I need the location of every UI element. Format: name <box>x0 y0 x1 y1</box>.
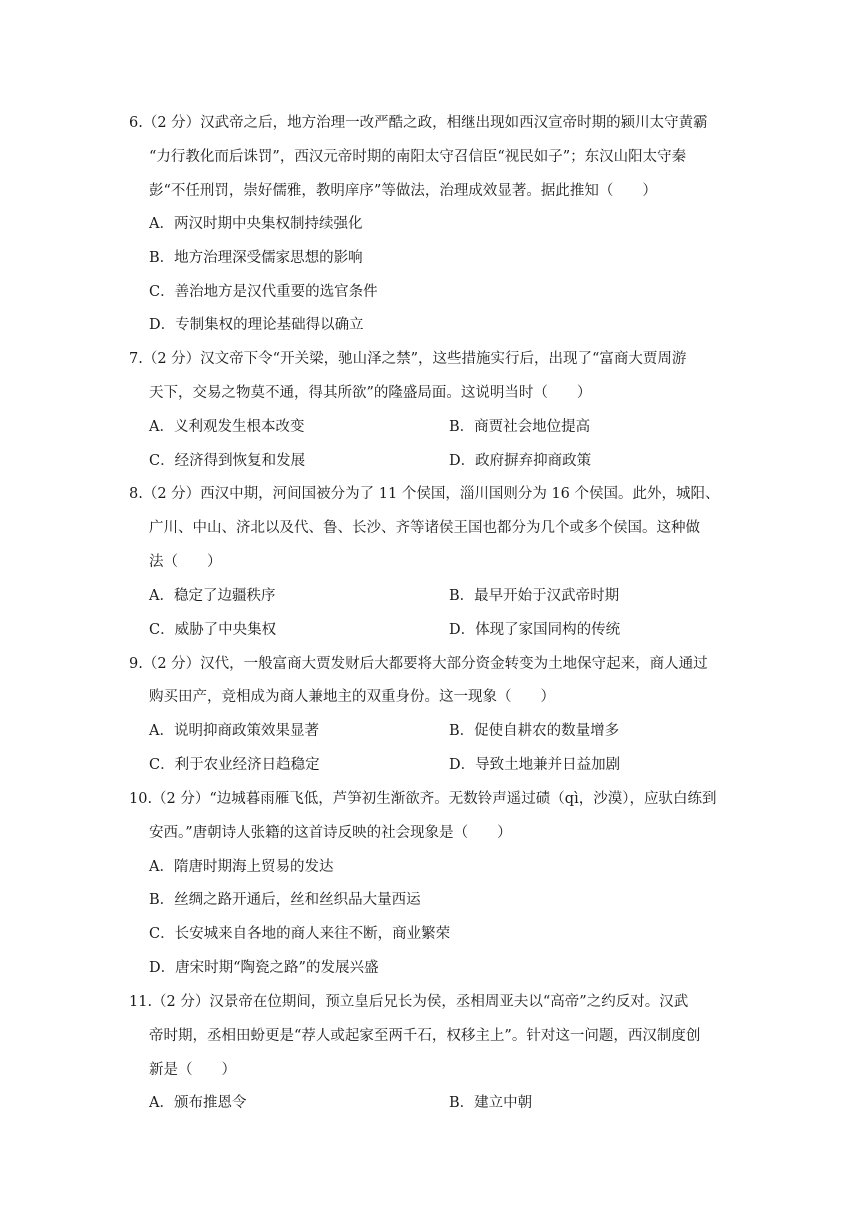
question-stem-line: 天下，交易之物莫不通，得其所欲”的隆盛局面。这说明当时（ ） <box>149 385 592 401</box>
question-stem-line: 彭“不任刑罚，崇好儒雅，教明庠序”等做法，治理成效显著。据此推知（ ） <box>149 183 657 199</box>
option-a[interactable]: A．义利观发生根本改变 <box>149 419 305 435</box>
option-c[interactable]: C．善治地方是汉代重要的选官条件 <box>149 284 378 300</box>
question-stem-line: 新是（ ） <box>149 1062 236 1078</box>
option-c[interactable]: C．经济得到恢复和发展 <box>149 453 306 469</box>
option-d[interactable]: D．唐宋时期“陶瓷之路”的发展兴盛 <box>149 960 379 976</box>
option-d[interactable]: D．政府摒弃抑商政策 <box>449 453 592 469</box>
question-stem-line: 6.（2 分）汉武帝之后，地方治理一改严酷之政，相继出现如西汉宣帝时期的颍川太守黄霸 <box>129 115 708 131</box>
option-c[interactable]: C．长安城来自各地的商人来往不断，商业繁荣 <box>149 926 451 942</box>
option-b[interactable]: B．商贾社会地位提高 <box>449 419 591 435</box>
option-a[interactable]: A．两汉时期中央集权制持续强化 <box>149 216 363 232</box>
question-stem-line: 法（ ） <box>149 554 222 570</box>
question-stem-line: 广川、中山、济北以及代、鲁、长沙、齐等诸侯王国也都分为几个或多个侯国。这种做 <box>149 520 700 536</box>
question-stem-line: 8.（2 分）西汉中期，河间国被分为了 11 个侯国，淄川国则分为 16 个侯国。此外，城阳、 <box>129 486 720 502</box>
option-c[interactable]: C．威胁了中央集权 <box>149 622 277 638</box>
option-b[interactable]: B．最早开始于汉武帝时期 <box>449 588 620 604</box>
option-d[interactable]: D．体现了家国同构的传统 <box>449 622 621 638</box>
option-c[interactable]: C．利于农业经济日趋稳定 <box>149 757 320 773</box>
question-stem-line: 9.（2 分）汉代，一般富商大贾发财后大都要将大部分资金转变为土地保守起来，商人通过 <box>129 656 708 672</box>
option-b[interactable]: B．促使自耕农的数量增多 <box>449 723 620 739</box>
option-a[interactable]: A．说明抑商政策效果显著 <box>149 723 319 739</box>
question-stem-line: 10.（2 分）“边城暮雨雁飞低，芦笋初生渐欲齐。无数铃声遥过碛（qì，沙漠），应驮白练到 <box>129 791 717 807</box>
option-a[interactable]: A．颁布推恩令 <box>149 1095 247 1111</box>
option-b[interactable]: B．建立中朝 <box>449 1095 533 1111</box>
question-stem-line: 11.（2 分）汉景帝在位期间，预立皇后兄长为侯，丞相周亚夫以“高帝”之约反对。汉武 <box>129 994 689 1010</box>
option-a[interactable]: A．隋唐时期海上贸易的发达 <box>149 859 334 875</box>
option-b[interactable]: B．地方治理深受儒家思想的影响 <box>149 250 363 266</box>
question-stem-line: “力行教化而后诛罚”，西汉元帝时期的南阳太守召信臣“视民如子”；东汉山阳太守秦 <box>149 149 687 165</box>
question-stem-line: 安西。”唐朝诗人张籍的这首诗反映的社会现象是（ ） <box>149 825 512 841</box>
option-d[interactable]: D．导致土地兼并日益加剧 <box>449 757 621 773</box>
option-b[interactable]: B．丝绸之路开通后，丝和丝织品大量西运 <box>149 892 421 908</box>
question-stem-line: 7.（2 分）汉文帝下令“开关梁，驰山泽之禁”，这些措施实行后，出现了“富商大贾周游 <box>129 351 687 367</box>
option-a[interactable]: A．稳定了边疆秩序 <box>149 588 276 604</box>
option-d[interactable]: D．专制集权的理论基础得以确立 <box>149 317 364 333</box>
question-stem-line: 帝时期，丞相田蚡更是“荐人或起家至两千石，权移主上”。针对这一问题，西汉制度创 <box>149 1028 701 1044</box>
question-stem-line: 购买田产，竞相成为商人兼地主的双重身份。这一现象（ ） <box>149 689 555 705</box>
